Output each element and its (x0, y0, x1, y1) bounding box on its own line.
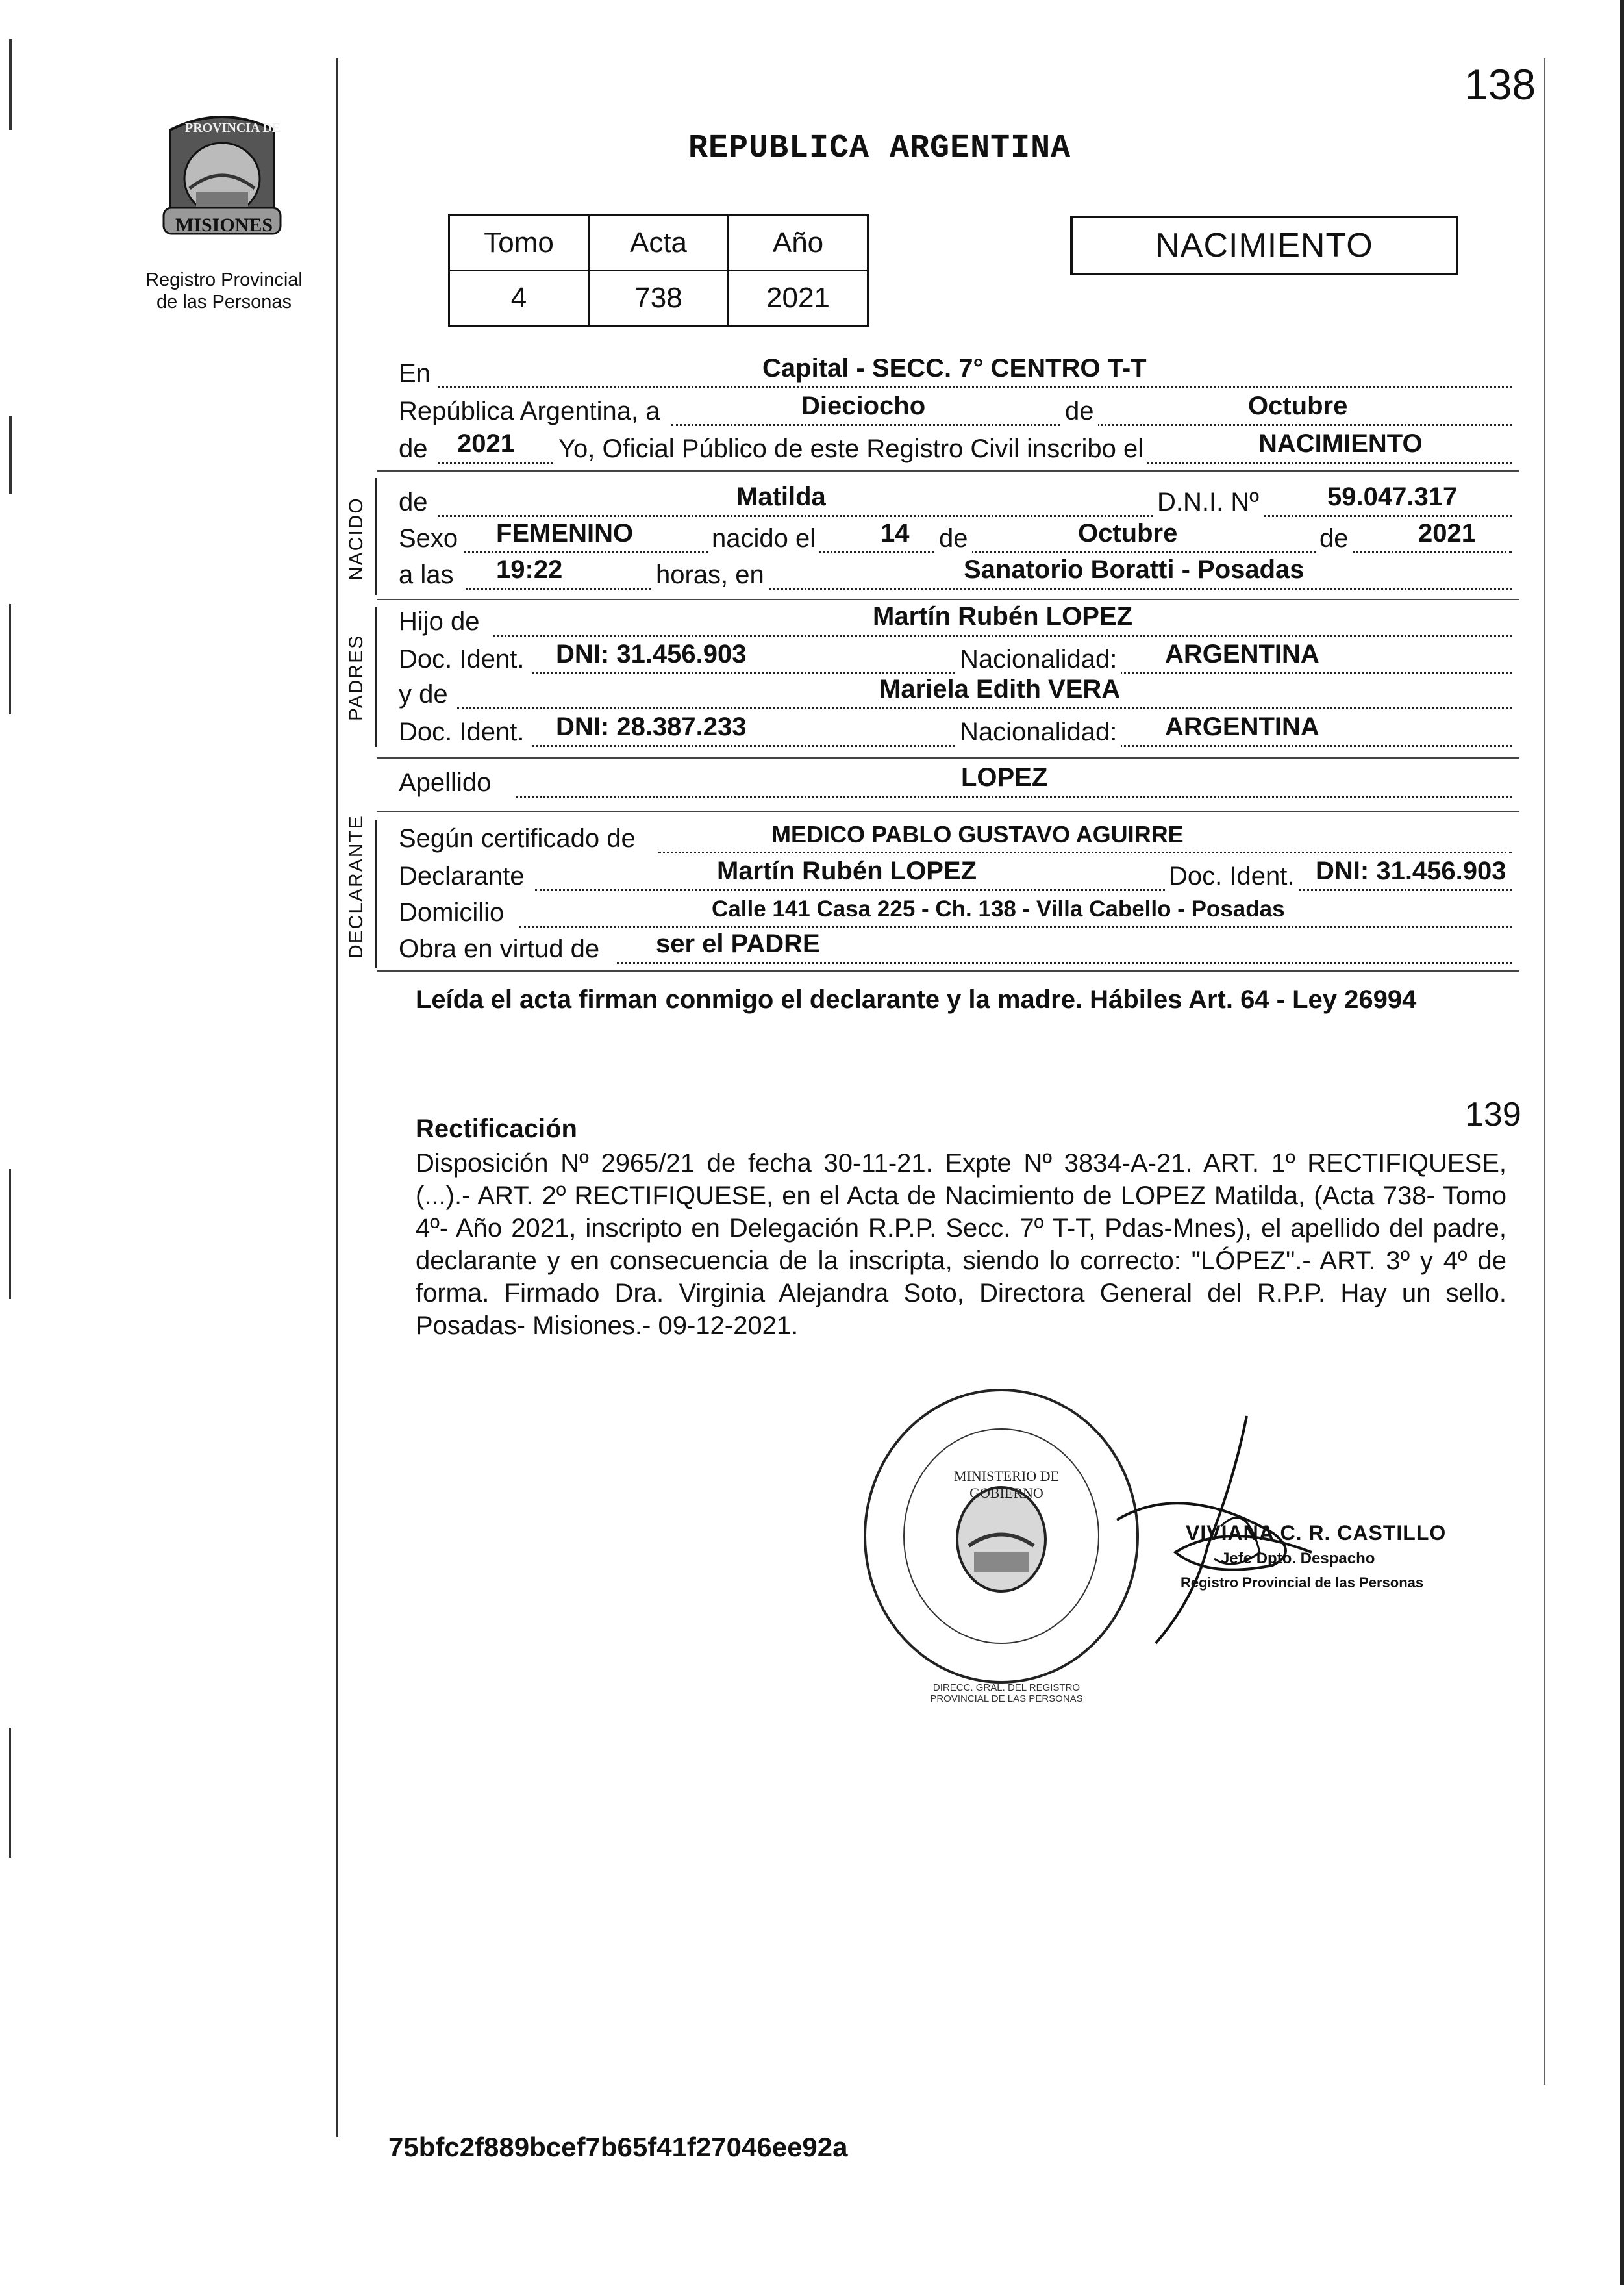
label-nacionalidad: Nacionalidad: (956, 718, 1121, 747)
label-horas: horas, en (652, 561, 768, 590)
value-acta: 738 (589, 271, 729, 326)
dotted-fill (438, 386, 1512, 388)
dotted-fill (493, 635, 1512, 637)
surname-value: LOPEZ (961, 763, 1048, 792)
label-obra-en-virtud: Obra en virtud de (399, 935, 600, 963)
seal-inner-text: MINISTERIO DE GOBIERNO (954, 1468, 1059, 1501)
label-doc-ident: Doc. Ident. (399, 718, 525, 746)
separator (377, 470, 1519, 472)
page-edge (1620, 0, 1624, 2285)
certificate-value: MEDICO PABLO GUSTAVO AGUIRRE (771, 821, 1184, 848)
mother-name: Mariela Edith VERA (879, 675, 1121, 703)
label-dni: D.N.I. Nº (1153, 488, 1263, 517)
label-doc-ident: Doc. Ident. (1165, 862, 1298, 891)
section-label-declarante: DECLARANTE (345, 814, 367, 959)
declarant-name: Martín Rubén LOPEZ (717, 857, 977, 885)
father-nationality: ARGENTINA (1165, 640, 1319, 668)
registry-table-header-row (449, 216, 868, 271)
record-location: Capital - SECC. 7° CENTRO T-T (762, 354, 1147, 383)
father-name: Martín Rubén LOPEZ (873, 602, 1132, 631)
section-rule-nacido (375, 478, 377, 595)
label-de-year: de (399, 435, 428, 463)
section-label-nacido: NACIDO (345, 497, 367, 581)
label-nacionalidad: Nacionalidad: (956, 645, 1121, 674)
separator (377, 970, 1519, 972)
birth-month: Octubre (1078, 519, 1178, 548)
registry-table (448, 214, 869, 327)
document-hash: 75bfc2f889bcef7b65f41f27046ee92a (388, 2132, 848, 2162)
inscribe-text: Yo, Oficial Público de este Registro Civil inscribo el (555, 435, 1147, 464)
birth-year: 2021 (1418, 519, 1476, 548)
line-address (399, 894, 1512, 931)
dotted-fill (464, 551, 1512, 553)
line-father-doc (399, 640, 1512, 678)
header-acta: Acta (589, 216, 729, 271)
declarant-doc: DNI: 31.456.903 (1316, 857, 1506, 885)
birth-sex: FEMENINO (496, 519, 634, 548)
official-name: VIVIANA C. R. CASTILLO (1186, 1521, 1447, 1545)
birth-time: 19:22 (496, 555, 563, 584)
dotted-fill (466, 588, 1512, 590)
record-type-box (1070, 216, 1458, 275)
separator (377, 599, 1519, 600)
record-type: NACIMIENTO (1155, 227, 1373, 264)
line-certificate (399, 820, 1512, 857)
label-nacido-el: nacido el (708, 524, 819, 553)
record-inscribe-type: NACIMIENTO (1258, 429, 1423, 458)
official-role: Jefe Dpto. Despacho (1221, 1550, 1375, 1567)
value-tomo: 4 (449, 271, 589, 326)
official-office: Registro Provincial de las Personas (1181, 1574, 1424, 1591)
scan-mark (9, 416, 12, 494)
label-domicilio: Domicilio (399, 898, 505, 927)
dotted-fill (457, 707, 1512, 709)
right-margin-rule (1544, 58, 1545, 2085)
page-number-top: 138 (1464, 60, 1536, 108)
section-rule-declarante (375, 820, 377, 968)
line-surname (399, 764, 1512, 802)
line-inscribe (399, 430, 1512, 468)
logo-seal-text-bottom: MISIONES (175, 214, 273, 236)
label-y-de: y de (399, 680, 448, 709)
separator (377, 811, 1519, 812)
birth-day: 14 (881, 519, 910, 548)
rectification-title: Rectificación (416, 1115, 577, 1143)
dotted-fill (438, 515, 1512, 517)
birth-place: Sanatorio Boratti - Posadas (964, 555, 1305, 584)
label-de-year: de (1316, 524, 1353, 553)
line-father (399, 603, 1512, 640)
dotted-fill (516, 796, 1512, 798)
label-en: En (399, 359, 431, 388)
line-date (399, 392, 1512, 430)
label-hijo-de: Hijo de (399, 607, 480, 636)
declarant-address: Calle 141 Casa 225 - Ch. 138 - Villa Cabello - Posadas (712, 896, 1285, 922)
section-rule-padres (375, 607, 377, 747)
seal-outer-text: DIRECC. GRAL. DEL REGISTRO PROVINCIAL DE LAS PERSONAS (930, 1682, 1083, 1704)
registry-table-value-row (449, 271, 868, 326)
declarant-capacity: ser el PADRE (656, 929, 820, 958)
scan-mark (9, 1728, 11, 1858)
birth-name: Matilda (736, 483, 826, 511)
registry-name (130, 269, 318, 313)
label-a-las: a las (399, 561, 454, 589)
logo-seal-text-top: PROVINCIA DE (185, 121, 281, 135)
line-location (399, 355, 1512, 392)
section-label-padres: PADRES (345, 634, 367, 721)
label-de-name: de (399, 488, 428, 516)
dotted-fill (535, 889, 1512, 891)
header-anio: Año (729, 216, 868, 271)
line-capacity (399, 930, 1512, 968)
record-month: Octubre (1248, 392, 1348, 420)
line-time (399, 556, 1512, 594)
scan-mark (9, 604, 11, 714)
registry-name-line1: Registro Provincial (145, 270, 303, 290)
dotted-fill (519, 926, 1512, 928)
label-de: de (1061, 397, 1098, 426)
dotted-fill (658, 852, 1512, 853)
page-number-mid: 139 (1465, 1096, 1521, 1133)
left-margin-rule (336, 58, 338, 2137)
label-republica: República Argentina, a (399, 397, 660, 425)
line-declarant (399, 857, 1512, 895)
registry-name-line2: de las Personas (156, 292, 292, 312)
line-sex (399, 520, 1512, 557)
country-title: REPUBLICA ARGENTINA (688, 130, 1071, 167)
mother-doc: DNI: 28.387.233 (556, 713, 747, 741)
line-mother-doc (399, 713, 1512, 751)
label-segun-certificado: Según certificado de (399, 824, 636, 853)
line-name (399, 483, 1512, 521)
record-year: 2021 (457, 429, 515, 458)
label-sexo: Sexo (399, 524, 458, 553)
label-doc-ident: Doc. Ident. (399, 645, 525, 674)
header-tomo: Tomo (449, 216, 589, 271)
line-mother (399, 675, 1512, 713)
record-day: Dieciocho (801, 392, 926, 420)
scan-mark (9, 1169, 11, 1299)
mother-nationality: ARGENTINA (1165, 713, 1319, 741)
dotted-fill (617, 962, 1512, 964)
birth-dni: 59.047.317 (1327, 483, 1458, 511)
father-doc: DNI: 31.456.903 (556, 640, 747, 668)
value-anio: 2021 (729, 271, 868, 326)
separator (377, 757, 1519, 759)
label-de-month: de (935, 524, 972, 553)
label-declarante: Declarante (399, 862, 525, 890)
rectification-text: Disposición Nº 2965/21 de fecha 30-11-21. Expte Nº 3834-A-21. ART. 1º RECTIFIQUESE, (...).- ART. 2º RECTIFIQUESE, en el Acta de Nacimiento de LOPEZ Matilda, (Acta 738- Tomo 4º- Año 2021, inscripto en Delegación R.P.P. Secc. 7º T-T, Pdas-Mnes), el apellido del padre, declarante y en consecuencia de la inscripta, siendo lo correcto: "LÓPEZ".- ART. 3º y 4º de forma. Firmado Dra. Virginia Alejandra Soto, Directora General del R.P.P. Hay un sello. Posadas- Misiones.- 09-12-2021. (416, 1149, 1506, 1340)
scan-mark (9, 39, 12, 130)
signing-note: Leída el acta firman conmigo el declarante y la madre. Hábiles Art. 64 - Ley 26994 (416, 985, 1417, 1014)
label-apellido: Apellido (399, 768, 492, 797)
